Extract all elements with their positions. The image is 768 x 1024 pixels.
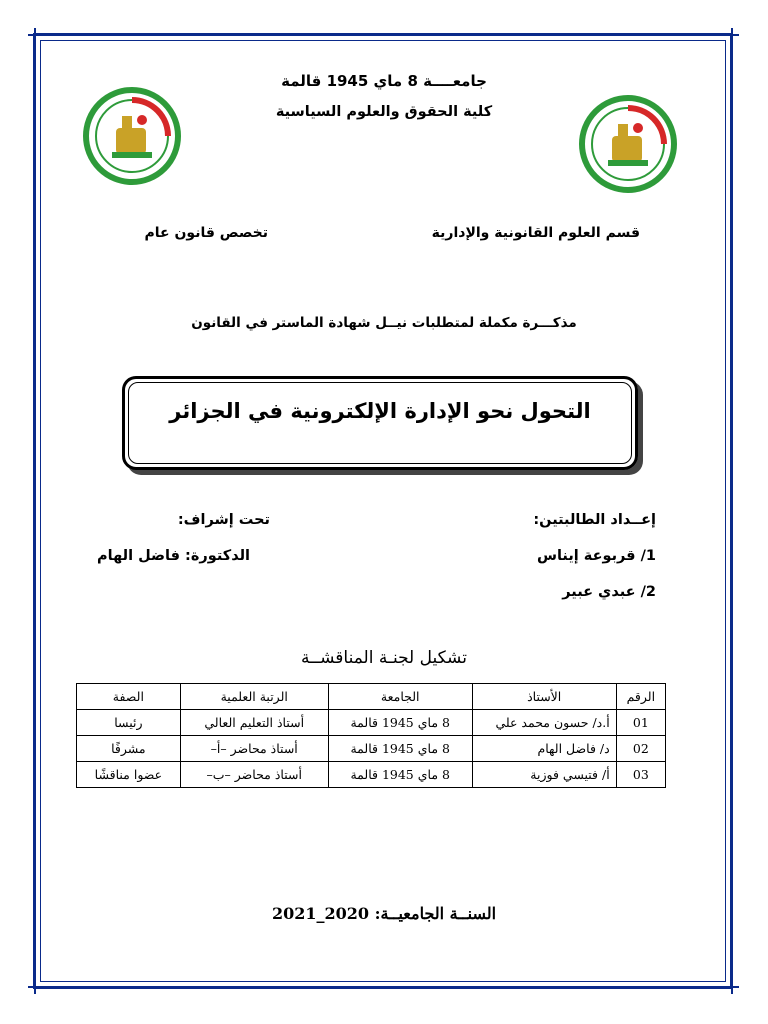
cell-university: 8 ماي 1945 قالمة (328, 710, 472, 736)
student-item: 2/ عبدي عبير (562, 584, 656, 600)
corner-ornament (28, 28, 42, 42)
memo-purpose: مذكـــرة مكملة لمتطلبات نيــل شهادة الماستر في القانون (191, 315, 577, 331)
university-name: جامعــــة 8 ماي 1945 قالمة (281, 72, 487, 90)
cell-rank: أستاذ محاضر –أ– (180, 736, 328, 762)
cell-professor: أ.د/ حسون محمد علي (472, 710, 616, 736)
cell-professor: د/ فاضل الهام (472, 736, 616, 762)
column-header-university: الجامعة (328, 684, 472, 710)
column-header-role: الصفة (77, 684, 181, 710)
cell-number: 02 (616, 736, 665, 762)
table-row (77, 710, 666, 736)
supervisor-name: الدكتورة: فاضل الهام (97, 548, 250, 564)
supervision-label: تحت إشراف: (177, 512, 270, 528)
corner-ornament (725, 28, 739, 42)
cell-professor: أ/ فتيسي فوزية (472, 762, 616, 788)
cell-role: مشرفًا (77, 736, 181, 762)
table-row (77, 736, 666, 762)
university-logo-left (82, 86, 182, 186)
corner-ornament (28, 980, 42, 994)
table-row (77, 762, 666, 788)
cell-role: عضوا مناقشًا (77, 762, 181, 788)
students-label: إعــداد الطالبتين: (533, 512, 656, 528)
cell-rank: أستاذ التعليم العالي (180, 710, 328, 736)
cell-university: 8 ماي 1945 قالمة (328, 736, 472, 762)
committee-table (76, 683, 666, 788)
table-header-row (77, 684, 666, 710)
cell-university: 8 ماي 1945 قالمة (328, 762, 472, 788)
corner-ornament (725, 980, 739, 994)
cell-number: 01 (616, 710, 665, 736)
cell-rank: أستاذ محاضر –ب– (180, 762, 328, 788)
column-header-rank: الرتبة العلمية (180, 684, 328, 710)
column-header-professor: الأستاذ (472, 684, 616, 710)
title-box (122, 376, 638, 470)
thesis-title: التحول نحو الإدارة الإلكترونية في الجزائر (169, 399, 591, 423)
academic-year: السنــة الجامعيــة: 2020_2021 (271, 904, 497, 923)
committee-heading: تشكيل لجنـة المناقشــة (301, 648, 467, 668)
specialty-label: تخصص قانون عام (144, 225, 268, 241)
cell-number: 03 (616, 762, 665, 788)
column-header-number: الرقم (616, 684, 665, 710)
cell-role: رئيسا (77, 710, 181, 736)
department-name: قسم العلوم القانونية والإدارية (431, 225, 640, 241)
faculty-name: كلية الحقوق والعلوم السياسية (275, 104, 493, 120)
student-item: 1/ قربوعة إيناس (536, 548, 656, 564)
